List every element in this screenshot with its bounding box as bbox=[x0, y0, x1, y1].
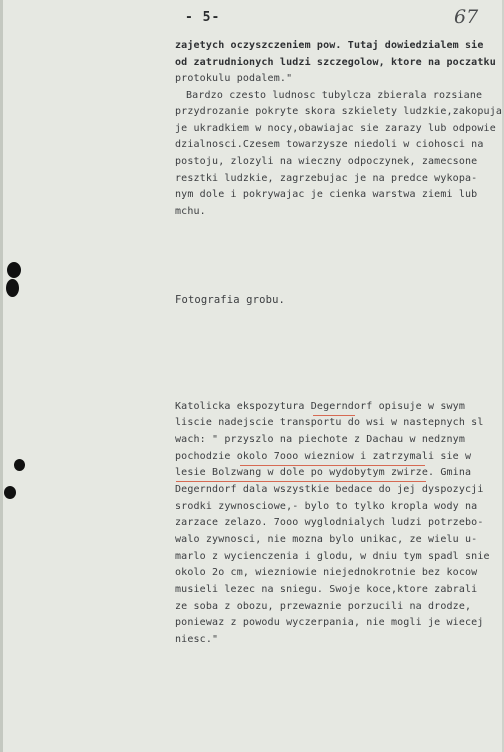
text-line: postoju, zlozyli na wieczny odpoczynek, zamecsone bbox=[175, 156, 478, 167]
text-line: Katolicka ekspozytura Degerndorf opisuje w swym bbox=[175, 401, 466, 412]
text-line: Bardzo czesto ludnosc tubylcza zbierala rozsiane bbox=[186, 90, 483, 101]
text-line: walo zywnosci, nie mozna bylo unikac, ze wielu u- bbox=[175, 534, 478, 545]
text-line: zarzace zelazo. 7ooo wyglodnialych ludzi potrzebo- bbox=[175, 517, 484, 528]
text-line: dzialnosci.Czesem towarzysze niedoli w ciohosci na bbox=[175, 139, 484, 150]
text-line: mchu. bbox=[175, 206, 206, 217]
red-underline bbox=[176, 481, 426, 482]
text-line: ze soba z obozu, przewaznie porzucili na drodze, bbox=[175, 601, 472, 612]
text-line: marlo z wycienczenia i glodu, w dniu tym spadl snie bbox=[175, 551, 490, 562]
punch-hole-icon bbox=[14, 459, 25, 471]
text-line: Degerndorf dala wszystkie bedace do jej dyspozycji bbox=[175, 484, 484, 495]
photo-caption: Fotografia grobu. bbox=[175, 294, 286, 306]
text-line: od zatrudnionych ludzi szczegolow, ktore na poczatku bbox=[175, 57, 496, 68]
punch-hole-icon bbox=[6, 279, 19, 297]
text-line: zajetych oczyszczeniem pow. Tutaj dowiedzialem sie bbox=[175, 40, 484, 51]
text-line: srodki zywnosciowe,- bylo to tylko kropla wody na bbox=[175, 501, 478, 512]
text-line: poniewaz z powodu wyczerpania, nie mogli je wiecej bbox=[175, 617, 484, 628]
text-line: je ukradkiem w nocy,obawiajac sie zarazy lub odpowie bbox=[175, 123, 496, 134]
red-underline bbox=[240, 465, 425, 466]
handwritten-page-number: 67 bbox=[454, 6, 479, 28]
red-underline bbox=[313, 415, 355, 416]
text-line: resztki ludzkie, zagrzebujac je na predce wykopa- bbox=[175, 173, 478, 184]
page-number: - 5- bbox=[185, 10, 221, 25]
text-line: lesie Bolzwang w dole po wydobytym zwirze. Gmina bbox=[175, 467, 472, 478]
punch-hole-icon bbox=[4, 486, 16, 499]
text-line: okolo 2o cm, wiezniowie niejednokrotnie bez kocow bbox=[175, 567, 478, 578]
punch-hole-icon bbox=[7, 262, 21, 278]
text-line: pochodzie okolo 7ooo wiezniow i zatrzymali sie w bbox=[175, 451, 472, 462]
text-line: niesc." bbox=[175, 634, 219, 645]
text-line: nym dole i pokrywajac je cienka warstwa ziemi lub bbox=[175, 189, 478, 200]
text-line: liscie nadejscie transportu do wsi w nastepnych sl bbox=[175, 417, 484, 428]
text-line: musieli lezec na sniegu. Swoje koce,ktore zabrali bbox=[175, 584, 478, 595]
text-line: przydrozanie pokryte skora szkielety ludzkie,zakopuja bbox=[175, 106, 503, 117]
text-line: protokulu podalem." bbox=[175, 73, 293, 84]
text-line: wach: " przyszlo na piechote z Dachau w nedznym bbox=[175, 434, 466, 445]
